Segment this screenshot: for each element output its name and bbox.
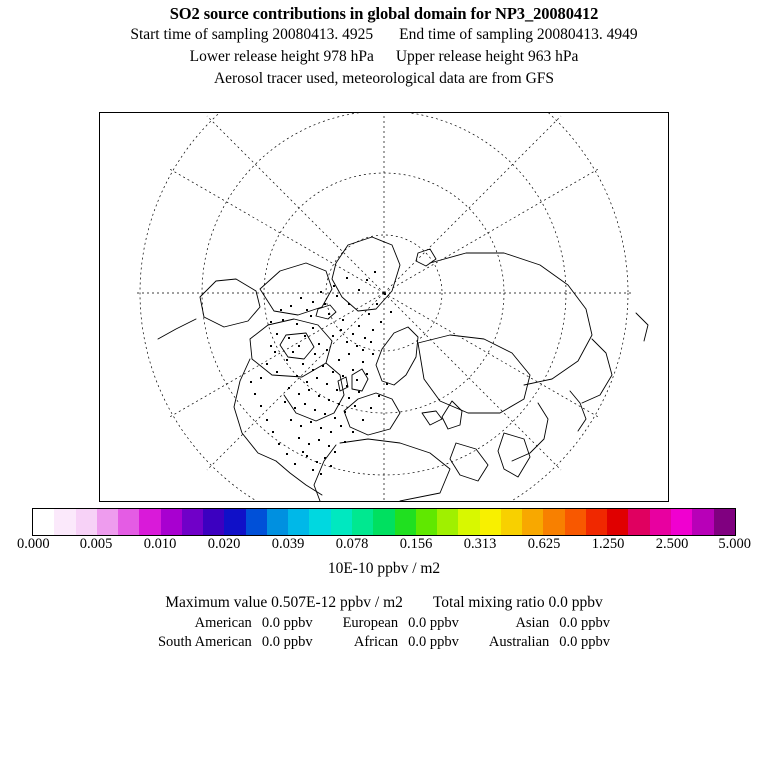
release-height-line	[0, 46, 768, 68]
colorbar-swatch-4	[118, 509, 139, 535]
colorbar-tick-label: 0.039	[271, 536, 305, 552]
colorbar-swatch-27	[607, 509, 628, 535]
start-time-label: Start time of sampling 20080413. 4925	[130, 26, 374, 43]
colorbar-swatches	[32, 508, 736, 536]
colorbar-swatch-3	[97, 509, 118, 535]
colorbar-swatch-29	[650, 509, 671, 535]
colorbar-swatch-9	[224, 509, 245, 535]
region-name: South American	[157, 634, 252, 650]
colorbar-tick-label: 0.078	[335, 536, 369, 552]
colorbar-swatch-24	[543, 509, 564, 535]
colorbar-swatch-30	[671, 509, 692, 535]
lower-release-height-label: Lower release height 978 hPa	[189, 48, 374, 65]
coastlines	[158, 237, 648, 501]
region-value: 0.0 ppbv	[408, 634, 459, 650]
colorbar-tick-label: 5.000	[718, 536, 752, 552]
colorbar-swatch-10	[246, 509, 267, 535]
total-mixing-ratio-label: Total mixing ratio 0.0 ppbv	[432, 594, 603, 611]
colorbar-swatch-7	[182, 509, 203, 535]
region-value: 0.0 ppbv	[408, 615, 459, 631]
colorbar-swatch-28	[628, 509, 649, 535]
colorbar-unit-label: 10E-10 ppbv / m2	[327, 560, 441, 577]
colorbar-swatch-14	[331, 509, 352, 535]
summary-line	[0, 592, 768, 614]
colorbar-swatch-16	[373, 509, 394, 535]
colorbar-tick-label: 1.250	[591, 536, 625, 552]
upper-release-height-label: Upper release height 963 hPa	[395, 48, 579, 65]
colorbar-swatch-20	[458, 509, 479, 535]
meridian-lines	[134, 113, 634, 501]
colorbar-swatch-19	[437, 509, 458, 535]
colorbar-swatch-1	[54, 509, 75, 535]
colorbar-tick-label: 0.313	[463, 536, 497, 552]
colorbar-swatch-15	[352, 509, 373, 535]
tracer-plume	[250, 271, 392, 475]
end-time-label: End time of sampling 20080413. 4949	[399, 26, 638, 43]
figure-header	[0, 0, 768, 90]
colorbar-swatch-25	[565, 509, 586, 535]
region-value: 0.0 ppbv	[559, 615, 611, 631]
region-name: American	[194, 615, 252, 631]
region-value: 0.0 ppbv	[261, 615, 313, 631]
colorbar-swatch-18	[416, 509, 437, 535]
region-name: Asian	[515, 615, 550, 631]
colorbar-swatch-6	[161, 509, 182, 535]
region-name: African	[353, 634, 399, 650]
colorbar-tick-label: 0.156	[399, 536, 433, 552]
colorbar-tick-label: 0.005	[79, 536, 113, 552]
page-title: SO2 source contributions in global domain for NP3_20080412	[169, 4, 599, 23]
colorbar-swatch-23	[522, 509, 543, 535]
colorbar-swatch-32	[714, 509, 735, 535]
colorbar-swatch-13	[309, 509, 330, 535]
polar-stereographic-map	[100, 113, 668, 501]
statistics-block	[0, 592, 768, 652]
colorbar-swatch-5	[139, 509, 160, 535]
maximum-value-label: Maximum value 0.507E-12 ppbv / m2	[165, 594, 403, 611]
colorbar-swatch-22	[501, 509, 522, 535]
colorbar-swatch-8	[203, 509, 224, 535]
colorbar-swatch-0	[33, 509, 54, 535]
region-value: 0.0 ppbv	[559, 634, 611, 650]
colorbar-tick-label: 0.000	[16, 536, 50, 552]
table-row	[158, 633, 610, 652]
region-name: Australian	[488, 634, 550, 650]
colorbar-swatch-21	[480, 509, 501, 535]
colorbar-swatch-26	[586, 509, 607, 535]
colorbar-tick-label: 0.625	[527, 536, 561, 552]
colorbar-swatch-31	[692, 509, 713, 535]
table-row	[158, 614, 610, 633]
colorbar-tick-label: 0.010	[143, 536, 177, 552]
colorbar-tick-labels	[0, 536, 768, 554]
map-panel	[99, 112, 669, 502]
colorbar-swatch-2	[76, 509, 97, 535]
colorbar	[32, 508, 736, 536]
colorbar-swatch-12	[288, 509, 309, 535]
colorbar-tick-label: 2.500	[655, 536, 689, 552]
colorbar-tick-label: 0.020	[207, 536, 241, 552]
region-contributions-table	[158, 614, 610, 652]
sampling-time-line	[0, 24, 768, 46]
region-value: 0.0 ppbv	[261, 634, 313, 650]
region-name: European	[342, 615, 399, 631]
tracer-note: Aerosol tracer used, meteorological data are from GFS	[213, 70, 555, 87]
colorbar-swatch-17	[395, 509, 416, 535]
colorbar-swatch-11	[267, 509, 288, 535]
